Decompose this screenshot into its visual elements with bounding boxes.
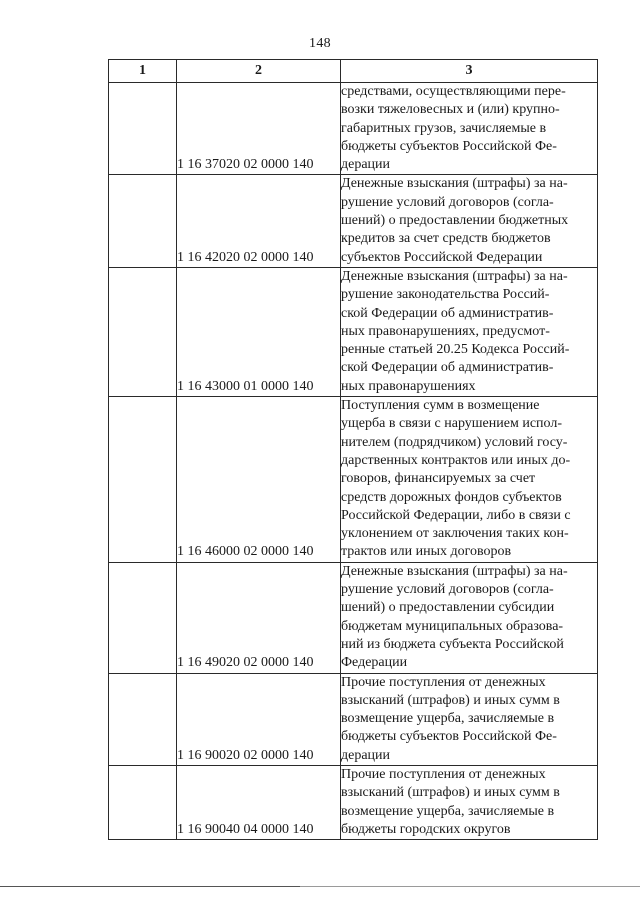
budget-code-cell: 1 16 46000 02 0000 140 [177, 397, 341, 563]
description-line: Федерации [341, 655, 408, 671]
description-line: взысканий (штрафов) и иных сумм в [341, 785, 560, 801]
description-line: бюджеты субъектов Российской Фе- [341, 729, 557, 745]
revenue-codes-table [108, 59, 598, 840]
table-row [109, 267, 598, 396]
footer-divider-dark [0, 886, 300, 887]
description-line: возмещение ущерба, зачисляемые в [341, 711, 555, 727]
row-number-cell [109, 175, 177, 267]
table-header-row [109, 60, 598, 83]
description-line: Российской Федерации, либо в связи с [341, 507, 571, 523]
table-row [109, 83, 598, 175]
description-cell [341, 83, 598, 175]
description-line: шений) о предоставлении бюджетных [341, 213, 569, 229]
description-line: бюджетам муниципальных образова- [341, 618, 564, 634]
description-cell [341, 673, 598, 765]
table-row [109, 673, 598, 765]
description-line: ренные статьей 20.25 Кодекса Россий- [341, 342, 570, 358]
description-line: взысканий (штрафов) и иных сумм в [341, 692, 560, 708]
row-number-cell [109, 562, 177, 673]
description-line: ской Федерации об административ- [341, 305, 554, 321]
description-line: Прочие поступления от денежных [341, 674, 546, 690]
description-line: бюджеты городских округов [341, 821, 511, 837]
description-line: рушение законодательства Россий- [341, 287, 550, 303]
budget-code-cell: 1 16 43000 01 0000 140 [177, 267, 341, 396]
description-line: дарственных контрактов или иных до- [341, 452, 571, 468]
description-line: Поступления сумм в возмещение [341, 398, 540, 414]
description-line: субъектов Российской Федерации [341, 249, 543, 265]
row-number-cell [109, 673, 177, 765]
budget-code-cell: 1 16 49020 02 0000 140 [177, 562, 341, 673]
description-line: Прочие поступления от денежных [341, 766, 546, 782]
description-cell [341, 397, 598, 563]
description-cell [341, 175, 598, 267]
row-number-cell [109, 267, 177, 396]
column-header-2: 2 [177, 60, 341, 83]
column-header-1: 1 [109, 60, 177, 83]
page-number: 148 [309, 36, 331, 51]
description-line: дерации [341, 157, 391, 173]
description-line: габаритных грузов, зачисляемые в [341, 120, 547, 136]
table-row [109, 562, 598, 673]
description-line: шений) о предоставлении субсидии [341, 600, 555, 616]
description-cell [341, 765, 598, 839]
row-number-cell [109, 83, 177, 175]
description-line: рушение условий договоров (согла- [341, 194, 554, 210]
description-cell [341, 562, 598, 673]
budget-code-cell: 1 16 90020 02 0000 140 [177, 673, 341, 765]
budget-code-cell: 1 16 37020 02 0000 140 [177, 83, 341, 175]
description-line: возки тяжеловесных и (или) крупно- [341, 102, 560, 118]
description-line: ущерба в связи с нарушением испол- [341, 416, 562, 432]
description-line: возмещение ущерба, зачисляемые в [341, 803, 555, 819]
table-row [109, 765, 598, 839]
column-header-3: 3 [341, 60, 598, 83]
description-line: средств дорожных фондов субъектов [341, 489, 562, 505]
description-line: говоров, финансируемых за счет [341, 471, 536, 487]
table-row [109, 397, 598, 563]
description-line: средствами, осуществляющими пере- [341, 84, 566, 99]
description-line: ных правонарушениях, предусмот- [341, 323, 550, 339]
description-line: бюджеты субъектов Российской Фе- [341, 138, 557, 154]
description-line: Денежные взыскания (штрафы) за на- [341, 268, 568, 284]
row-number-cell [109, 765, 177, 839]
description-cell [341, 267, 598, 396]
description-line: нителем (подрядчиком) условий госу- [341, 434, 568, 450]
description-line: рушение условий договоров (согла- [341, 582, 554, 598]
description-line: трактов или иных договоров [341, 544, 512, 560]
budget-code-cell: 1 16 90040 04 0000 140 [177, 765, 341, 839]
description-line: ской Федерации об административ- [341, 360, 554, 376]
description-line: ных правонарушениях [341, 378, 476, 394]
budget-code-cell: 1 16 42020 02 0000 140 [177, 175, 341, 267]
description-line: уклонением от заключения таких кон- [341, 526, 569, 542]
description-line: Денежные взыскания (штрафы) за на- [341, 176, 568, 192]
description-line: ний из бюджета субъекта Российской [341, 636, 564, 652]
table-row [109, 175, 598, 267]
table-body [109, 83, 598, 840]
description-line: дерации [341, 747, 391, 763]
description-line: Денежные взыскания (штрафы) за на- [341, 563, 568, 579]
description-line: кредитов за счет средств бюджетов [341, 231, 551, 247]
row-number-cell [109, 397, 177, 563]
